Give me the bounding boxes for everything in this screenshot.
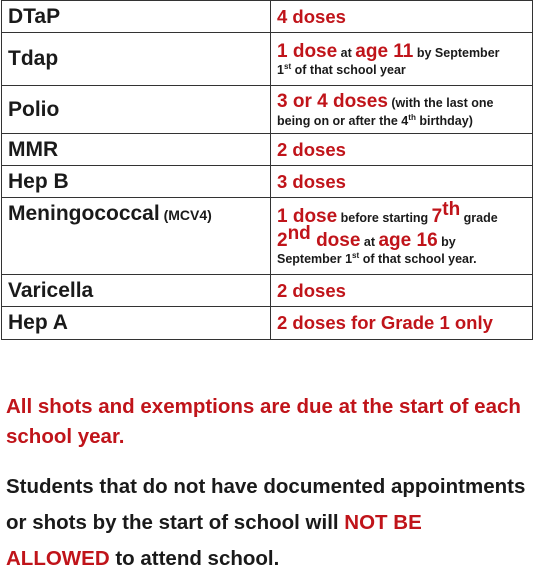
attendance-warning: Students that do not have documented appointments or shots by the start of school will NOT BE ALLOWED to attend school. (6, 475, 526, 570)
vaccine-requirement: 2 doses (271, 134, 533, 166)
not-allowed-emphasis: NOT BE ALLOWED (6, 511, 422, 570)
table-row (2, 1, 533, 33)
deadline-notice: All shots and exemptions are due at the start of each school year. (6, 395, 521, 448)
vaccine-name: Varicella (2, 275, 271, 307)
table-row (2, 134, 533, 166)
vaccine-name: DTaP (2, 1, 271, 33)
table-row (2, 86, 533, 134)
vaccine-name: Polio (2, 86, 271, 134)
table-row (2, 307, 533, 340)
vaccine-name: Tdap (2, 33, 271, 86)
vaccine-name: Hep A (2, 307, 271, 340)
vaccine-requirements-table (1, 0, 533, 340)
vaccine-name: Meningococcal (MCV4) (2, 198, 271, 275)
table-row (2, 166, 533, 198)
vaccine-requirement: 3 doses (271, 166, 533, 198)
table-row (2, 275, 533, 307)
vaccine-requirement: 3 or 4 doses (with the last one being on or after the 4th birthday) (271, 86, 533, 134)
vaccine-requirement: 1 dose before starting 7th grade 2nd dose at age 16 by September 1st of that school year. (271, 198, 533, 275)
vaccine-requirement: 4 doses (271, 1, 533, 33)
vaccine-name: MMR (2, 134, 271, 166)
vaccine-requirement: 2 doses (271, 275, 533, 307)
vaccine-requirement: 2 doses for Grade 1 only (271, 307, 533, 340)
vaccine-requirement: 1 dose at age 11 by September 1st of that school year (271, 33, 533, 86)
table-row (2, 198, 533, 275)
vaccine-name: Hep B (2, 166, 271, 198)
table-row (2, 33, 533, 86)
